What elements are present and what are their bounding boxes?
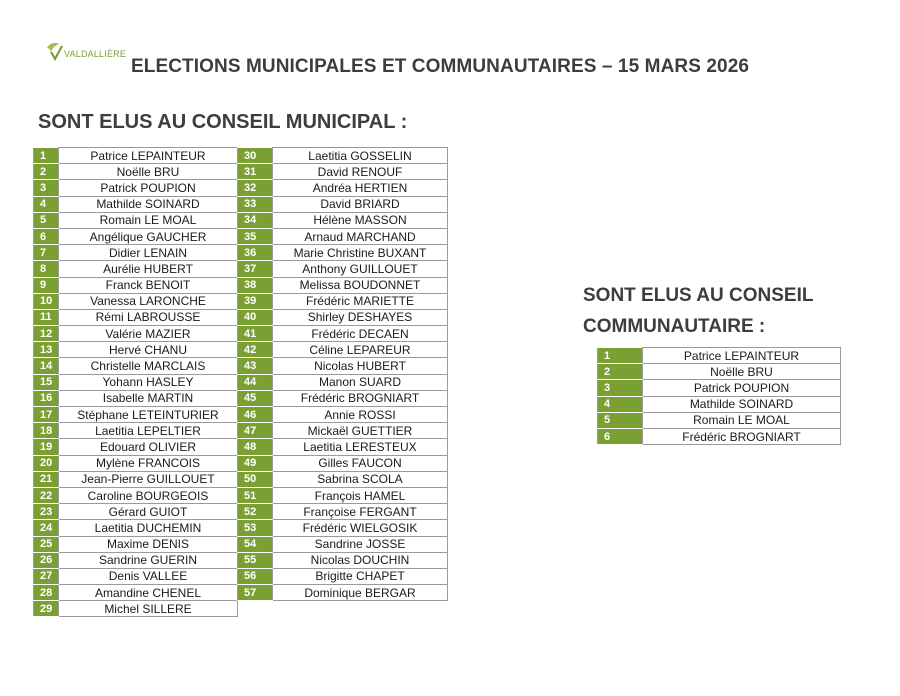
member-name: David BRIARD (273, 196, 448, 212)
table-row (238, 536, 448, 552)
table-row (238, 520, 448, 536)
table-row (34, 568, 238, 584)
row-number: 10 (34, 293, 59, 309)
row-number: 56 (238, 568, 273, 584)
table-row (34, 439, 238, 455)
member-name: Noëlle BRU (59, 164, 238, 180)
member-name: Caroline BOURGEOIS (59, 487, 238, 503)
member-name: Frédéric DECAEN (273, 326, 448, 342)
communautaire-title-line1: SONT ELUS AU CONSEIL (583, 285, 814, 306)
member-name: Angélique GAUCHER (59, 228, 238, 244)
table-row (238, 228, 448, 244)
table-row (34, 212, 238, 228)
member-name: Frédéric MARIETTE (273, 293, 448, 309)
member-name: Céline LEPAREUR (273, 342, 448, 358)
table-row (34, 326, 238, 342)
member-name: Patrick POUPION (643, 380, 841, 396)
table-row (34, 520, 238, 536)
row-number: 46 (238, 407, 273, 423)
member-name: Laetitia LERESTEUX (273, 439, 448, 455)
table-row (34, 245, 238, 261)
row-number: 14 (34, 358, 59, 374)
member-name: Gérard GUIOT (59, 504, 238, 520)
row-number: 15 (34, 374, 59, 390)
municipal-section-title: SONT ELUS AU CONSEIL MUNICIPAL : (38, 111, 408, 133)
table-row (34, 487, 238, 503)
table-row (238, 568, 448, 584)
row-number: 2 (34, 164, 59, 180)
row-number: 27 (34, 568, 59, 584)
row-number: 51 (238, 487, 273, 503)
member-name: Melissa BOUDONNET (273, 277, 448, 293)
member-name: Brigitte CHAPET (273, 568, 448, 584)
member-name: Denis VALLEE (59, 568, 238, 584)
member-name: Frédéric BROGNIART (273, 390, 448, 406)
member-name: Didier LENAIN (59, 245, 238, 261)
table-row (238, 423, 448, 439)
table-row (34, 148, 238, 164)
table-row (238, 148, 448, 164)
row-number: 2 (598, 364, 643, 380)
member-name: Sandrine JOSSE (273, 536, 448, 552)
member-name: Françoise FERGANT (273, 504, 448, 520)
member-name: Laetitia LEPELTIER (59, 423, 238, 439)
table-row (238, 309, 448, 325)
table-row (238, 504, 448, 520)
row-number: 6 (34, 228, 59, 244)
row-number: 3 (598, 380, 643, 396)
table-row (238, 374, 448, 390)
communautaire-section-title (583, 280, 883, 342)
member-name: Patrice LEPAINTEUR (59, 148, 238, 164)
row-number: 34 (238, 212, 273, 228)
row-number: 5 (598, 412, 643, 428)
table-row (598, 348, 841, 364)
table-row (238, 390, 448, 406)
table-row (34, 358, 238, 374)
table-row (34, 228, 238, 244)
row-number: 25 (34, 536, 59, 552)
table-row (238, 471, 448, 487)
table-row (34, 390, 238, 406)
table-row (238, 358, 448, 374)
row-number: 49 (238, 455, 273, 471)
member-name: Manon SUARD (273, 374, 448, 390)
table-row (598, 396, 841, 412)
table-row (598, 380, 841, 396)
row-number: 4 (34, 196, 59, 212)
table-row (238, 407, 448, 423)
row-number: 31 (238, 164, 273, 180)
member-name: David RENOUF (273, 164, 448, 180)
row-number: 21 (34, 471, 59, 487)
logo-text: VALDALLIÈRE (64, 49, 127, 59)
member-name: Vanessa LARONCHE (59, 293, 238, 309)
table-row (34, 504, 238, 520)
row-number: 30 (238, 148, 273, 164)
row-number: 19 (34, 439, 59, 455)
member-name: Arnaud MARCHAND (273, 228, 448, 244)
page-title: ELECTIONS MUNICIPALES ET COMMUNAUTAIRES – 15 MARS 2026 (130, 56, 750, 77)
table-row (34, 293, 238, 309)
table-row (34, 374, 238, 390)
member-name: Sabrina SCOLA (273, 471, 448, 487)
table-row (238, 212, 448, 228)
member-name: Patrick POUPION (59, 180, 238, 196)
member-name: Michel SILLERE (59, 601, 238, 617)
table-row (238, 342, 448, 358)
row-number: 20 (34, 455, 59, 471)
table-row (34, 196, 238, 212)
member-name: Hervé CHANU (59, 342, 238, 358)
table-row (34, 342, 238, 358)
member-name: Nicolas DOUCHIN (273, 552, 448, 568)
row-number: 50 (238, 471, 273, 487)
row-number: 47 (238, 423, 273, 439)
row-number: 39 (238, 293, 273, 309)
table-row (238, 487, 448, 503)
member-name: Isabelle MARTIN (59, 390, 238, 406)
row-number: 5 (34, 212, 59, 228)
row-number: 41 (238, 326, 273, 342)
municipal-table-right (237, 147, 448, 601)
row-number: 29 (34, 601, 59, 617)
member-name: Frédéric BROGNIART (643, 428, 841, 444)
row-number: 35 (238, 228, 273, 244)
member-name: François HAMEL (273, 487, 448, 503)
table-row (238, 277, 448, 293)
row-number: 3 (34, 180, 59, 196)
row-number: 37 (238, 261, 273, 277)
member-name: Romain LE MOAL (643, 412, 841, 428)
member-name: Dominique BERGAR (273, 585, 448, 601)
member-name: Franck BENOIT (59, 277, 238, 293)
row-number: 16 (34, 390, 59, 406)
table-row (34, 585, 238, 601)
member-name: Patrice LEPAINTEUR (643, 348, 841, 364)
member-name: Rémi LABROUSSE (59, 309, 238, 325)
table-row (238, 293, 448, 309)
table-row (238, 180, 448, 196)
row-number: 28 (34, 585, 59, 601)
table-row (238, 585, 448, 601)
member-name: Frédéric WIELGOSIK (273, 520, 448, 536)
member-name: Amandine CHENEL (59, 585, 238, 601)
member-name: Sandrine GUERIN (59, 552, 238, 568)
table-row (598, 412, 841, 428)
member-name: Christelle MARCLAIS (59, 358, 238, 374)
table-row (238, 439, 448, 455)
table-row (238, 196, 448, 212)
table-row (34, 180, 238, 196)
row-number: 18 (34, 423, 59, 439)
row-number: 54 (238, 536, 273, 552)
row-number: 55 (238, 552, 273, 568)
row-number: 40 (238, 309, 273, 325)
municipal-table-left (33, 147, 238, 617)
table-row (34, 536, 238, 552)
row-number: 26 (34, 552, 59, 568)
member-name: Laetitia GOSSELIN (273, 148, 448, 164)
row-number: 23 (34, 504, 59, 520)
member-name: Mathilde SOINARD (59, 196, 238, 212)
table-row (34, 164, 238, 180)
member-name: Nicolas HUBERT (273, 358, 448, 374)
member-name: Noëlle BRU (643, 364, 841, 380)
row-number: 24 (34, 520, 59, 536)
table-row (34, 471, 238, 487)
row-number: 6 (598, 428, 643, 444)
member-name: Yohann HASLEY (59, 374, 238, 390)
member-name: Stéphane LETEINTURIER (59, 407, 238, 423)
table-row (238, 455, 448, 471)
table-row (598, 428, 841, 444)
row-number: 44 (238, 374, 273, 390)
row-number: 12 (34, 326, 59, 342)
row-number: 42 (238, 342, 273, 358)
row-number: 36 (238, 245, 273, 261)
row-number: 7 (34, 245, 59, 261)
table-row (238, 552, 448, 568)
row-number: 45 (238, 390, 273, 406)
member-name: Mickaël GUETTIER (273, 423, 448, 439)
member-name: Maxime DENIS (59, 536, 238, 552)
table-row (34, 277, 238, 293)
row-number: 1 (598, 348, 643, 364)
member-name: Hélène MASSON (273, 212, 448, 228)
row-number: 32 (238, 180, 273, 196)
row-number: 33 (238, 196, 273, 212)
table-row (34, 601, 238, 617)
row-number: 8 (34, 261, 59, 277)
member-name: Valérie MAZIER (59, 326, 238, 342)
member-name: Aurélie HUBERT (59, 261, 238, 277)
row-number: 4 (598, 396, 643, 412)
member-name: Romain LE MOAL (59, 212, 238, 228)
table-row (34, 423, 238, 439)
member-name: Anthony GUILLOUET (273, 261, 448, 277)
row-number: 17 (34, 407, 59, 423)
row-number: 52 (238, 504, 273, 520)
row-number: 11 (34, 309, 59, 325)
communautaire-title-line2: COMMUNAUTAIRE : (583, 316, 766, 337)
table-row (238, 164, 448, 180)
row-number: 13 (34, 342, 59, 358)
table-row (34, 552, 238, 568)
row-number: 43 (238, 358, 273, 374)
row-number: 38 (238, 277, 273, 293)
member-name: Laetitia DUCHEMIN (59, 520, 238, 536)
row-number: 9 (34, 277, 59, 293)
table-row (238, 245, 448, 261)
table-row (34, 261, 238, 277)
member-name: Shirley DESHAYES (273, 309, 448, 325)
member-name: Jean-Pierre GUILLOUET (59, 471, 238, 487)
table-row (598, 364, 841, 380)
table-row (238, 326, 448, 342)
row-number: 22 (34, 487, 59, 503)
row-number: 48 (238, 439, 273, 455)
table-row (34, 309, 238, 325)
member-name: Andréa HERTIEN (273, 180, 448, 196)
member-name: Gilles FAUCON (273, 455, 448, 471)
table-row (238, 261, 448, 277)
table-row (34, 407, 238, 423)
table-row (34, 455, 238, 471)
member-name: Mathilde SOINARD (643, 396, 841, 412)
communautaire-table (597, 347, 841, 445)
member-name: Annie ROSSI (273, 407, 448, 423)
member-name: Edouard OLIVIER (59, 439, 238, 455)
member-name: Marie Christine BUXANT (273, 245, 448, 261)
row-number: 1 (34, 148, 59, 164)
row-number: 53 (238, 520, 273, 536)
row-number: 57 (238, 585, 273, 601)
member-name: Mylène FRANCOIS (59, 455, 238, 471)
